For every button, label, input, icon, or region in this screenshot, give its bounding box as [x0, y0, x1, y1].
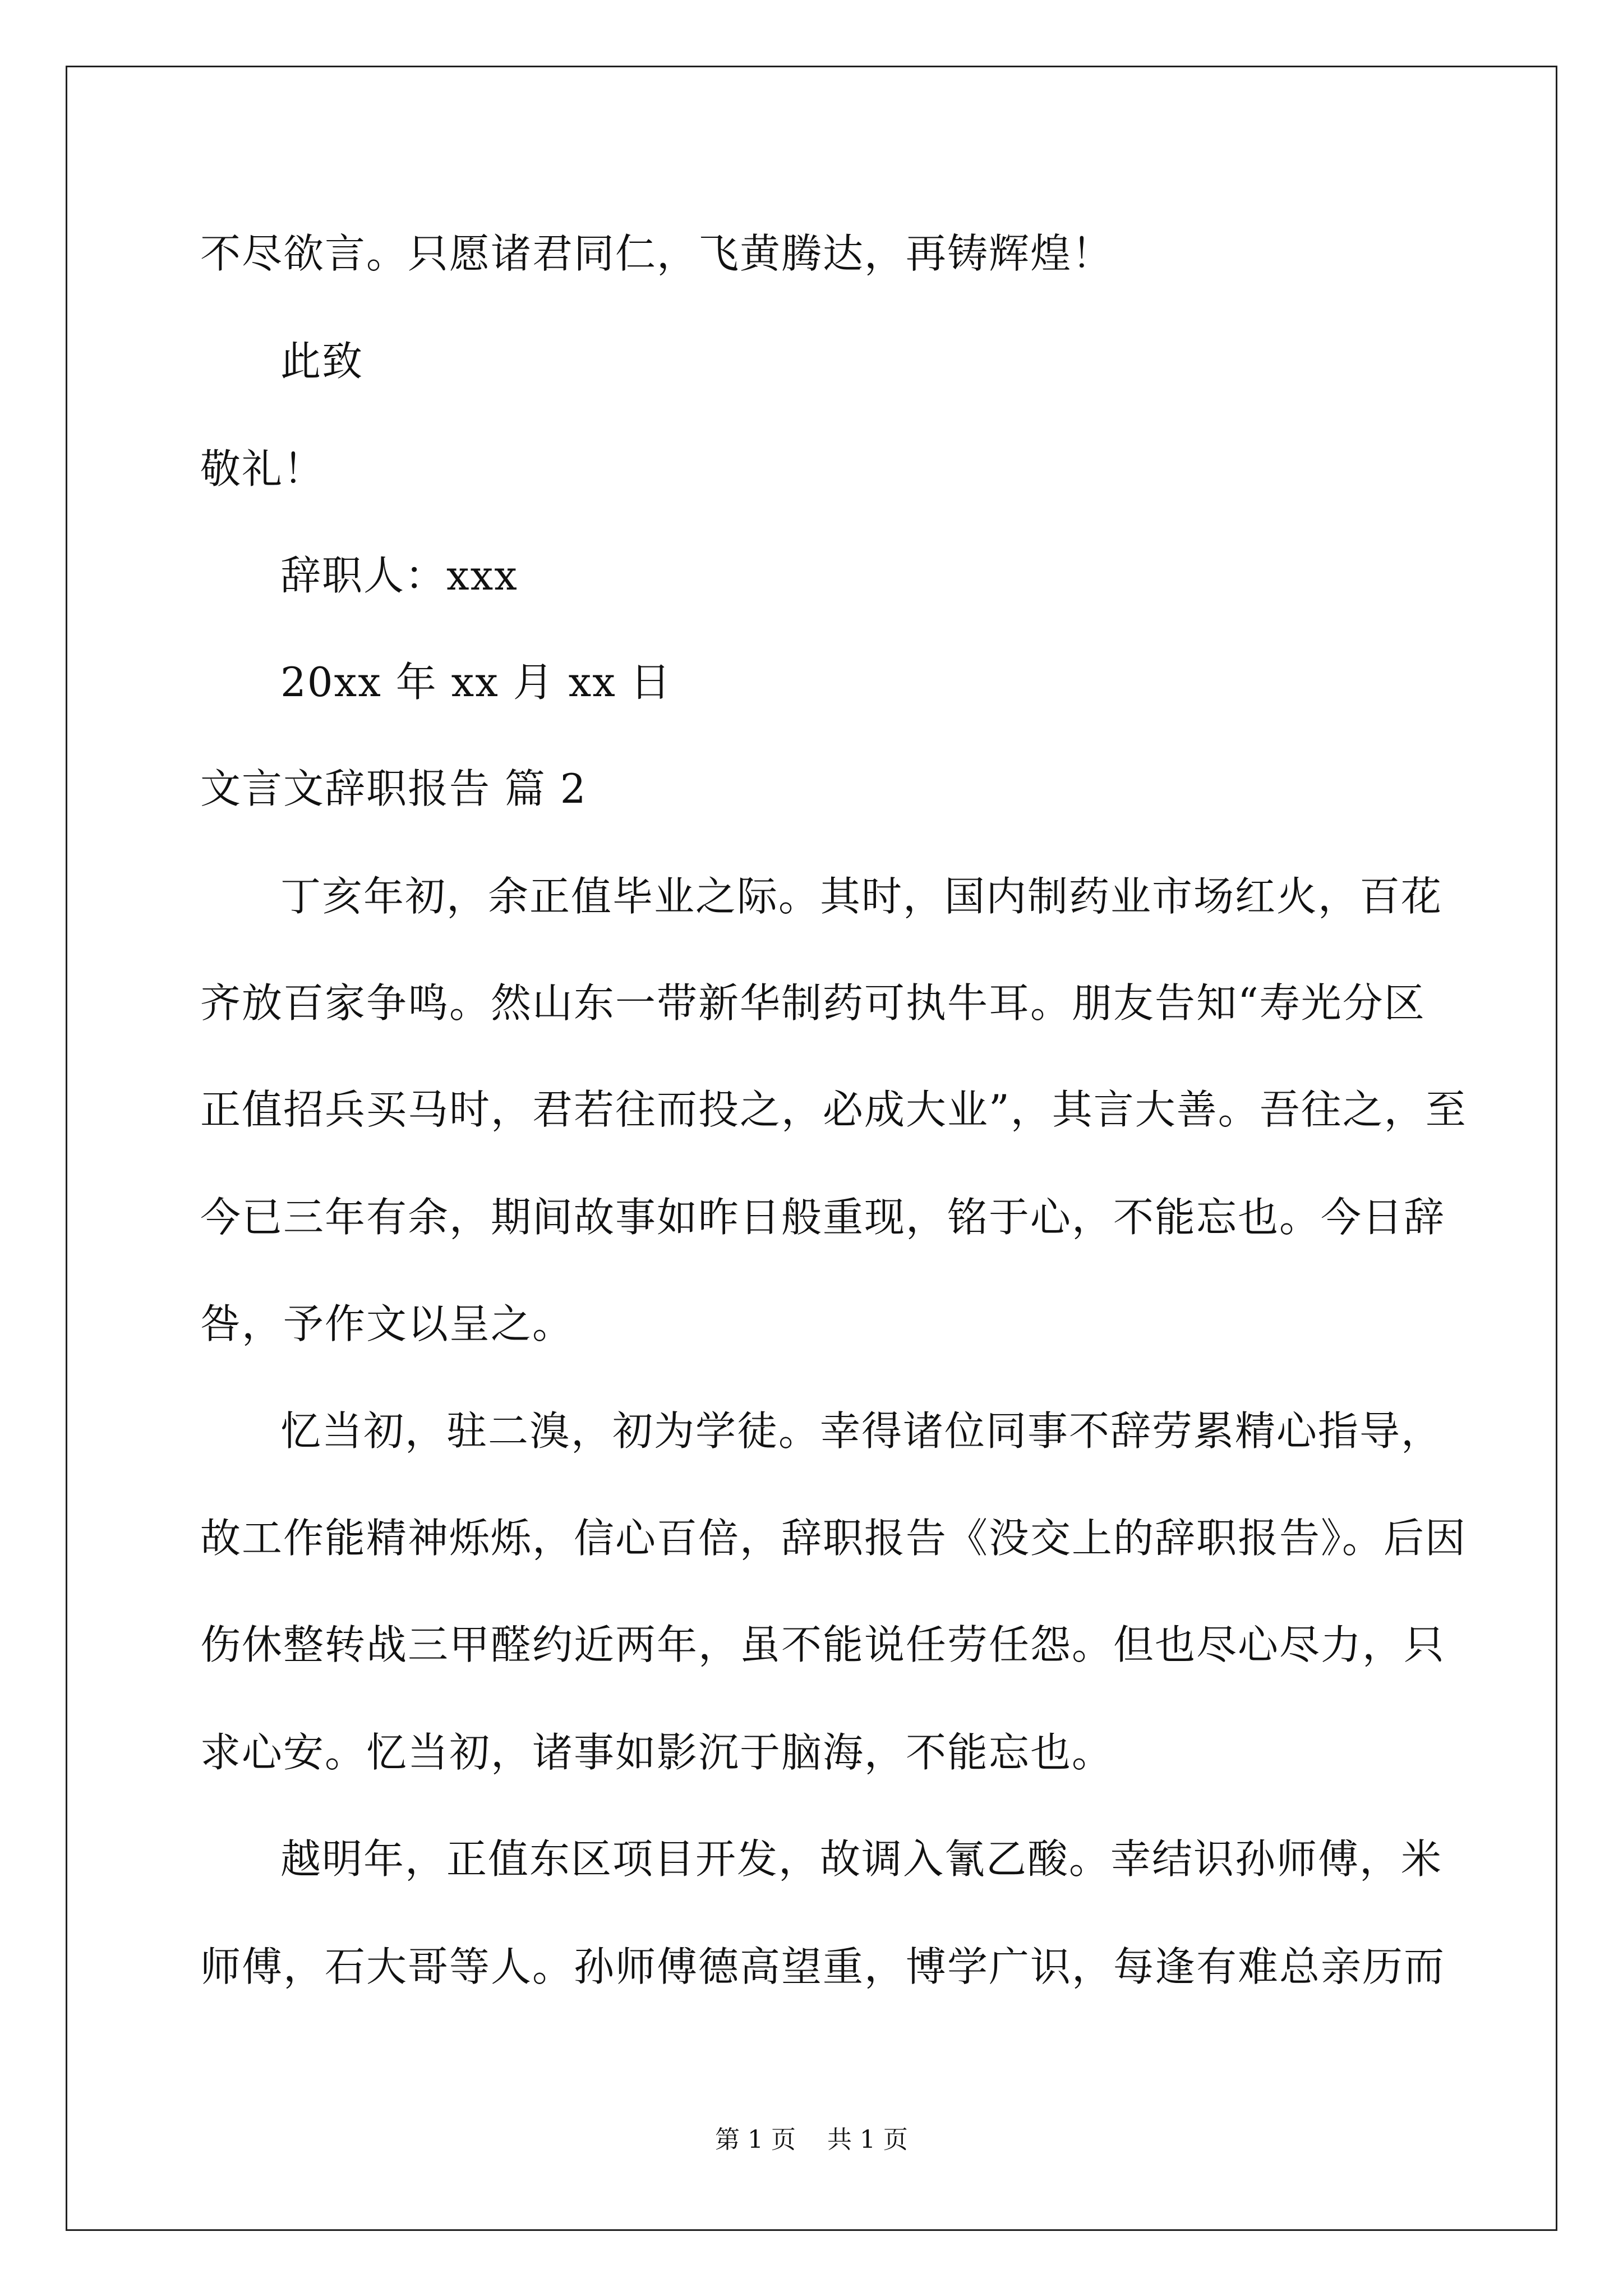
closing-salutation: 此致 [280, 338, 364, 385]
paragraph-line: 今已三年有余，期间故事如昨日般重现，铭于心，不能忘也。今日辞 [200, 1194, 1446, 1241]
paragraph-line: 求心安。忆当初，诸事如影沉于脑海，不能忘也。 [200, 1729, 1114, 1776]
paragraph-line: 越明年，正值东区项目开发，故调入氰乙酸。幸结识孙师傅，米 [280, 1835, 1443, 1883]
paragraph-line: 咎，予作文以呈之。 [200, 1300, 574, 1347]
closing-line: 不尽欲言。只愿诸君同仁，飞黄腾达，再铸辉煌！ [200, 230, 1114, 277]
paragraph-line: 故工作能精神烁烁，信心百倍，辞职报告《没交上的辞职报告》。后因 [200, 1515, 1467, 1562]
paragraph-line: 忆当初，驻二溴，初为学徒。幸得诸位同事不辞劳累精心指导， [280, 1407, 1443, 1455]
page-number-footer: 第 1 页 共 1 页 [715, 2125, 908, 2154]
paragraph-line: 齐放百家争鸣。然山东一带新华制药可执牛耳。朋友告知“寿光分区 [200, 979, 1426, 1027]
date-line: 20xx 年 xx 月 xx 日 [280, 659, 672, 706]
paragraph-line: 伤休整转战三甲醛约近两年，虽不能说任劳任怨。但也尽心尽力，只 [200, 1621, 1446, 1668]
closing-regards: 敬礼！ [200, 445, 325, 493]
paragraph-line: 丁亥年初，余正值毕业之际。其时，国内制药业市场红火，百花 [280, 873, 1443, 920]
page-border [66, 66, 1557, 2231]
paragraph-line: 正值招兵买马时，君若往而投之，必成大业”，其言大善。吾往之，至 [200, 1086, 1467, 1133]
section-title: 文言文辞职报告 篇 2 [200, 765, 587, 812]
signature-line: 辞职人：xxx [280, 552, 518, 599]
paragraph-line: 师傅，石大哥等人。孙师傅德高望重，博学广识，每逢有难总亲历而 [200, 1943, 1446, 1990]
